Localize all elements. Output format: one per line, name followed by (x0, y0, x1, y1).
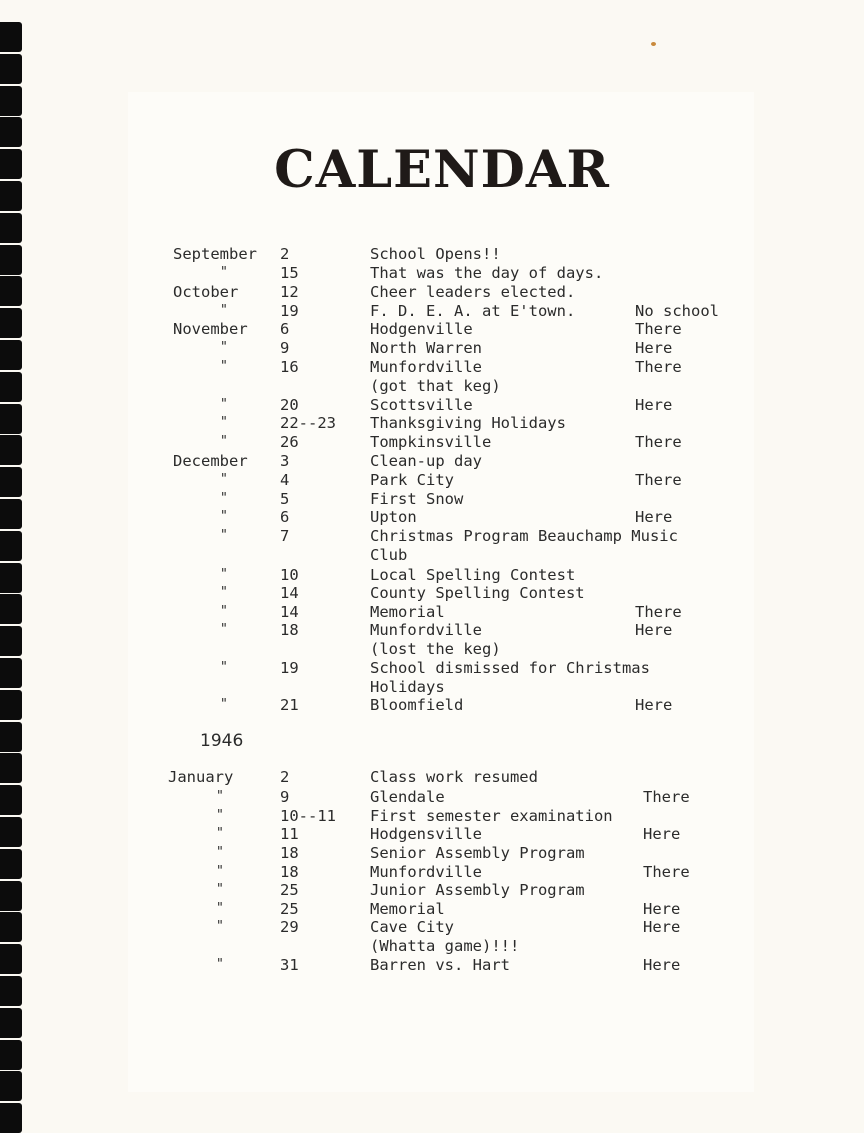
binding-hole (0, 213, 22, 243)
entry-day: 22--23 (280, 414, 336, 432)
entry-month: " (220, 303, 228, 318)
entry-month: " (216, 826, 224, 841)
entry-month: " (220, 528, 228, 543)
entry-day: 15 (280, 264, 299, 282)
year-heading: 1946 (200, 731, 244, 751)
binding-hole (0, 467, 22, 497)
entry-month: " (220, 604, 228, 619)
binding-hole (0, 499, 22, 529)
binding-hole (0, 404, 22, 434)
entry-event: First semester examination (370, 807, 613, 825)
entry-day: 26 (280, 433, 299, 451)
entry-month: " (216, 919, 224, 934)
entry-day: 20 (280, 396, 299, 414)
entry-day: 11 (280, 825, 299, 843)
entry-event: Holidays (370, 678, 445, 696)
binding-hole (0, 54, 22, 84)
entry-event: Upton (370, 508, 417, 526)
entry-event: Club (370, 546, 408, 564)
entry-day: 9 (280, 339, 290, 357)
entry-event: Barren vs. Hart (370, 956, 510, 974)
entry-month: January (168, 768, 234, 786)
entry-place: Here (635, 508, 673, 526)
entry-event: (lost the keg) (370, 640, 501, 658)
entry-month: September (173, 245, 257, 263)
entry-day: 16 (280, 358, 299, 376)
entry-day: 21 (280, 696, 299, 714)
binding-hole (0, 1008, 22, 1038)
entry-month: " (220, 340, 228, 355)
entry-day: 18 (280, 863, 299, 881)
entry-month: December (173, 452, 248, 470)
entry-month: " (220, 509, 228, 524)
entry-place: There (643, 863, 690, 881)
binding-hole (0, 86, 22, 116)
entry-day: 14 (280, 603, 299, 621)
entry-event: First Snow (370, 490, 464, 508)
binding-hole (0, 308, 22, 338)
entry-place: Here (643, 956, 681, 974)
entry-month: " (220, 472, 228, 487)
binding-hole (0, 785, 22, 815)
entry-event: School Opens!! (370, 245, 501, 263)
entry-place: Here (635, 339, 673, 357)
binding-hole (0, 594, 22, 624)
entry-event: North Warren (370, 339, 482, 357)
entry-day: 2 (280, 245, 290, 263)
entry-month: " (220, 697, 228, 712)
entry-day: 4 (280, 471, 290, 489)
entry-day: 9 (280, 788, 290, 806)
entry-month: " (220, 359, 228, 374)
entry-month: " (216, 789, 224, 804)
entry-month: " (216, 845, 224, 860)
entry-event: Hodgensville (370, 825, 482, 843)
binding-hole (0, 944, 22, 974)
entry-event: Munfordville (370, 358, 482, 376)
paper-speck (651, 42, 656, 46)
binding-hole (0, 372, 22, 402)
entry-event: Cheer leaders elected. (370, 283, 576, 301)
entry-place: Here (635, 396, 673, 414)
entry-place: Here (643, 900, 681, 918)
entry-day: 3 (280, 452, 290, 470)
binding-hole (0, 22, 22, 52)
entry-event: (got that keg) (370, 377, 501, 395)
binding-hole (0, 626, 22, 656)
entry-event: Cave City (370, 918, 454, 936)
binding-hole (0, 435, 22, 465)
binding-hole (0, 817, 22, 847)
entry-event: Scottsville (370, 396, 473, 414)
entry-event: Clean-up day (370, 452, 482, 470)
entry-day: 6 (280, 508, 290, 526)
entry-month: " (220, 434, 228, 449)
entry-day: 12 (280, 283, 299, 301)
binding-hole (0, 1071, 22, 1101)
entry-month: " (216, 882, 224, 897)
entry-day: 5 (280, 490, 290, 508)
entry-day: 19 (280, 659, 299, 677)
entry-event: Munfordville (370, 863, 482, 881)
entry-event: Christmas Program Beauchamp Music (370, 527, 678, 545)
binding-hole (0, 912, 22, 942)
entry-place: Here (643, 825, 681, 843)
entry-place: There (643, 788, 690, 806)
entry-event: Local Spelling Contest (370, 566, 576, 584)
entry-place: There (635, 603, 682, 621)
entry-event: Senior Assembly Program (370, 844, 585, 862)
entry-event: Memorial (370, 603, 445, 621)
entry-month: " (216, 808, 224, 823)
entry-month: " (220, 660, 228, 675)
entry-event: Memorial (370, 900, 445, 918)
entry-day: 10 (280, 566, 299, 584)
binding-hole (0, 1040, 22, 1070)
entry-month: November (173, 320, 248, 338)
entry-event: (Whatta game)!!! (370, 937, 520, 955)
entry-event: County Spelling Contest (370, 584, 585, 602)
binding-hole (0, 881, 22, 911)
entry-event: Tompkinsville (370, 433, 492, 451)
entry-month: " (216, 864, 224, 879)
binding-hole (0, 340, 22, 370)
binding-hole (0, 976, 22, 1006)
entry-place: There (635, 471, 682, 489)
binding-hole (0, 690, 22, 720)
entry-month: " (216, 957, 224, 972)
entry-place: There (635, 320, 682, 338)
entry-day: 6 (280, 320, 290, 338)
entry-event: Munfordville (370, 621, 482, 639)
entry-day: 18 (280, 844, 299, 862)
entry-day: 29 (280, 918, 299, 936)
entry-place: Here (635, 696, 673, 714)
entry-day: 25 (280, 900, 299, 918)
entry-event: Class work resumed (370, 768, 538, 786)
entry-month: " (216, 901, 224, 916)
entry-month: " (220, 567, 228, 582)
entry-place: Here (635, 621, 673, 639)
page-title: CALENDAR (274, 140, 610, 200)
entry-month: " (220, 415, 228, 430)
entry-event: F. D. E. A. at E'town. (370, 302, 576, 320)
entry-day: 14 (280, 584, 299, 602)
entry-event: School dismissed for Christmas (370, 659, 650, 677)
entry-place: Here (643, 918, 681, 936)
entry-event: Glendale (370, 788, 445, 806)
entry-day: 25 (280, 881, 299, 899)
binding-hole (0, 245, 22, 275)
entry-day: 2 (280, 768, 290, 786)
entry-event: Hodgenville (370, 320, 473, 338)
entry-month: " (220, 397, 228, 412)
entry-place: No school (635, 302, 719, 320)
entry-day: 10--11 (280, 807, 336, 825)
binding-hole (0, 753, 22, 783)
entry-event: That was the day of days. (370, 264, 604, 282)
entry-month: " (220, 622, 228, 637)
entry-month: " (220, 585, 228, 600)
entry-place: There (635, 433, 682, 451)
entry-event: Bloomfield (370, 696, 464, 714)
binding-hole (0, 722, 22, 752)
binding-hole (0, 563, 22, 593)
entry-day: 31 (280, 956, 299, 974)
entry-event: Thanksgiving Holidays (370, 414, 566, 432)
entry-day: 19 (280, 302, 299, 320)
binding-hole (0, 1103, 22, 1133)
entry-event: Junior Assembly Program (370, 881, 585, 899)
entry-day: 18 (280, 621, 299, 639)
binding-hole (0, 658, 22, 688)
entry-place: There (635, 358, 682, 376)
entry-month: October (173, 283, 239, 301)
entry-month: " (220, 265, 228, 280)
binding-hole (0, 531, 22, 561)
entry-event: Park City (370, 471, 454, 489)
binding-hole (0, 276, 22, 306)
entry-day: 7 (280, 527, 290, 545)
binding-hole (0, 849, 22, 879)
entry-month: " (220, 491, 228, 506)
